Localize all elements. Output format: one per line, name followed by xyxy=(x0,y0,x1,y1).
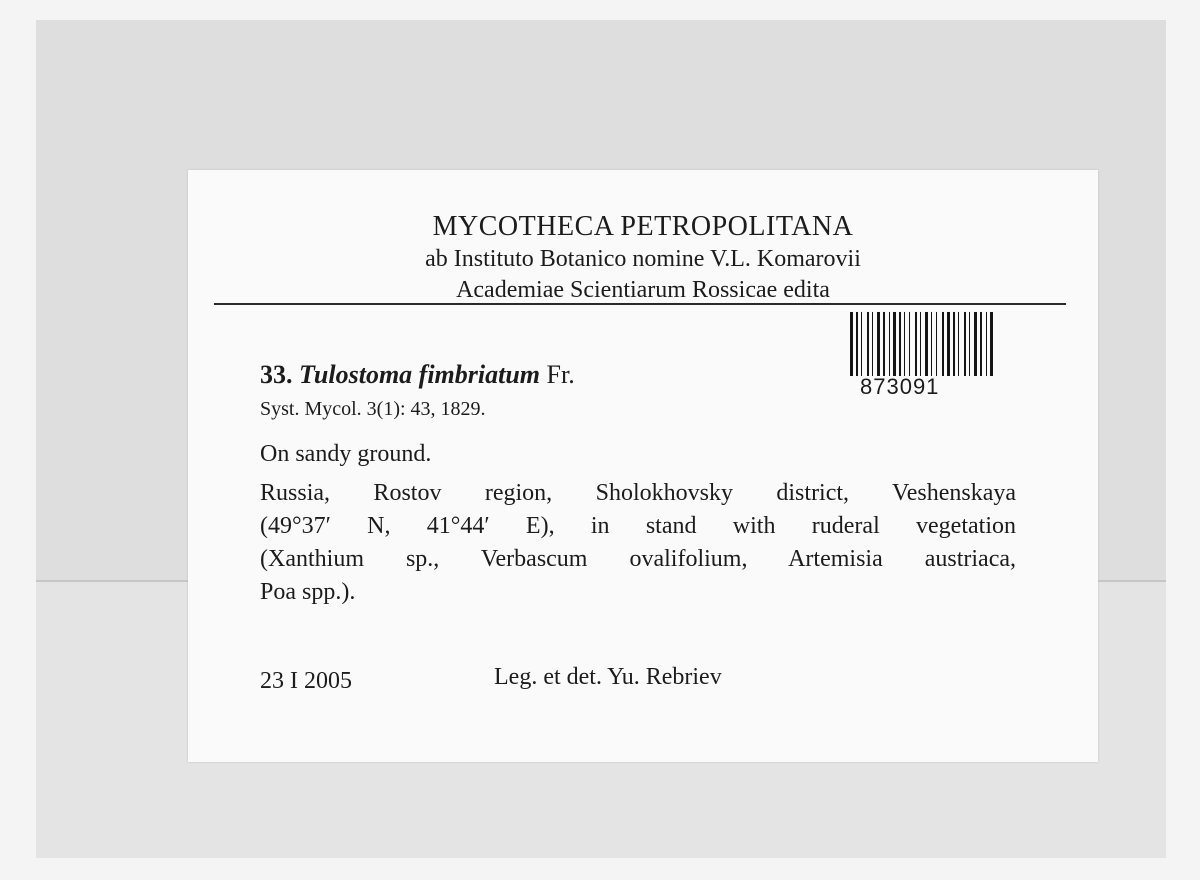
species-line xyxy=(260,360,575,390)
locality-line: Poa spp.). xyxy=(260,579,356,605)
locality-line: (49°37′ N, 41°44′ E), in stand with ruderal vegetation xyxy=(260,513,1016,539)
barcode xyxy=(848,312,996,376)
collection-date: 23 I 2005 xyxy=(260,668,352,694)
citation: Syst. Mycol. 3(1): 43, 1829. xyxy=(260,398,486,420)
locality-line: (Xanthium sp., Verbascum ovalifolium, Artemisia austriaca, xyxy=(260,546,1016,572)
specimen-label xyxy=(188,170,1098,762)
collector: Leg. et det. Yu. Rebriev xyxy=(494,664,722,690)
barcode-number: 873091 xyxy=(860,374,940,399)
species-name: Tulostoma fimbriatum xyxy=(299,360,541,389)
label-header xyxy=(188,210,1098,306)
collection-title: MYCOTHECA PETROPOLITANA xyxy=(432,211,854,242)
species-author: Fr. xyxy=(546,360,575,389)
academy-line: Academiae Scientiarum Rossicae edita xyxy=(456,277,830,303)
exsiccata-number: 33. xyxy=(260,360,293,389)
herbarium-packet xyxy=(36,20,1166,858)
header-divider xyxy=(214,303,1066,305)
locality xyxy=(260,477,1016,609)
institute-line: ab Instituto Botanico nomine V.L. Komarovii xyxy=(425,246,861,272)
substrate: On sandy ground. xyxy=(260,441,432,467)
locality-line: Russia, Rostov region, Sholokhovsky district, Veshenskaya xyxy=(260,480,1016,506)
